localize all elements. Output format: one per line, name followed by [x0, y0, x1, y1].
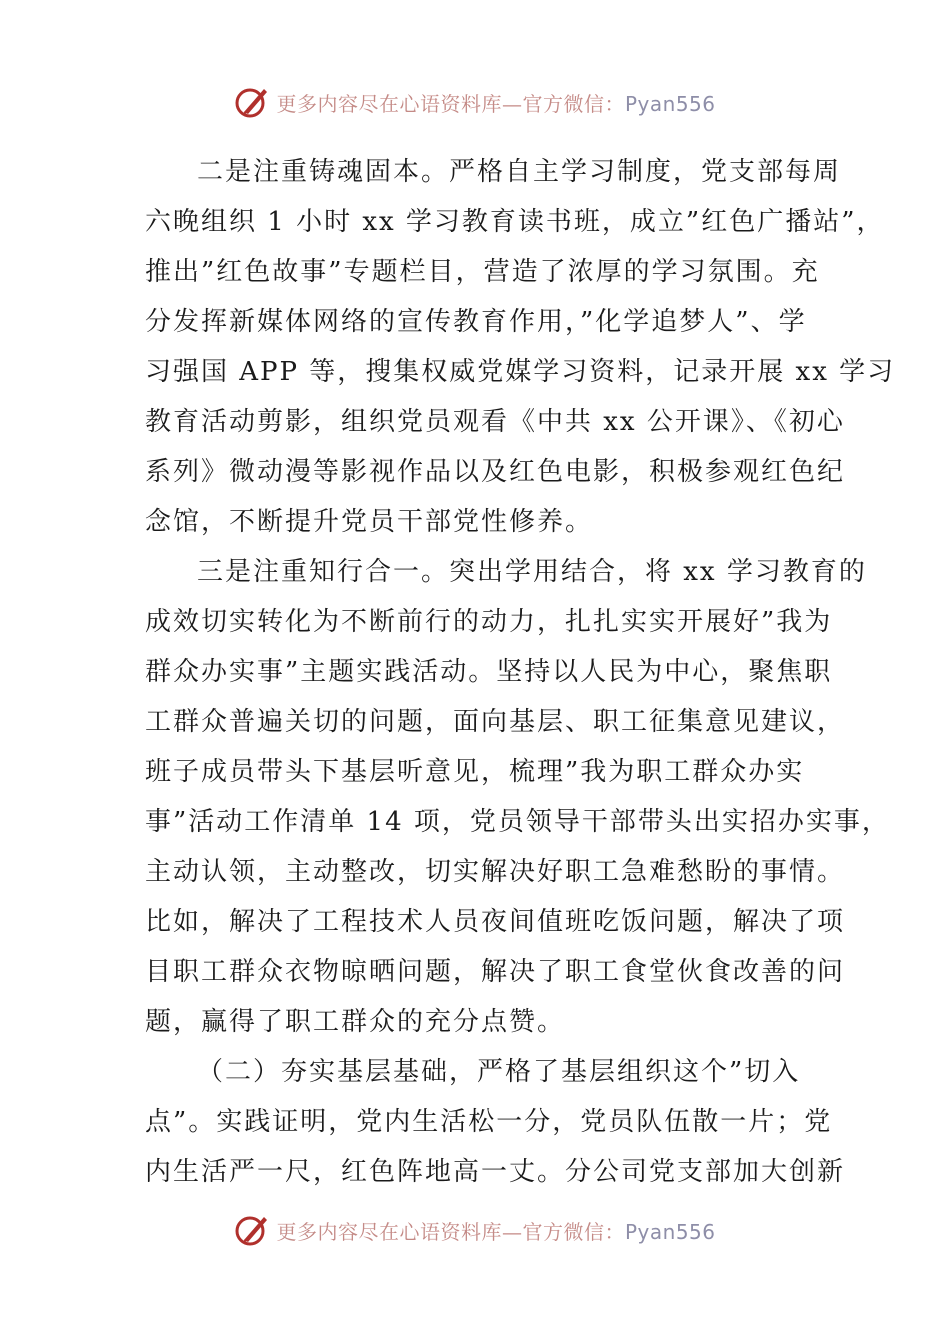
header-banner-text [276, 88, 715, 117]
paragraph-line: 比如，解决了工程技术人员夜间值班吃饭问题，解决了项 [145, 907, 846, 937]
paragraph-line: 念馆，不断提升党员干部党性修养。 [145, 507, 594, 537]
footer-banner [0, 1210, 950, 1250]
paragraph-line: 分发挥新媒体网络的宣传教育作用，”化学追梦人”、学 [145, 307, 807, 337]
paragraph-line: 工群众普遍关切的问题，面向基层、职工征集意见建议， [145, 707, 846, 737]
paragraph-line: 题，赢得了职工群众的充分点赞。 [145, 1007, 566, 1037]
paragraph-line: 二是注重铸魂固本。严格自主学习制度，党支部每周 [197, 157, 842, 187]
paragraph-line: 六晚组织 1 小时 xx 学习教育读书班，成立”红色广播站”， [145, 207, 885, 237]
footer-banner-text [276, 1216, 715, 1245]
header-banner [0, 82, 950, 122]
paragraph-line: 点”。实践证明，党内生活松一分，党员队伍散一片；党 [145, 1107, 833, 1137]
paragraph-line: 群众办实事”主题实践活动。坚持以人民为中心，聚焦职 [145, 657, 833, 687]
paragraph-line: 内生活严一尺，红色阵地高一丈。分公司党支部加大创新 [145, 1157, 846, 1187]
paragraph-line: 成效切实转化为不断前行的动力，扎扎实实开展好”我为 [145, 607, 833, 637]
footer-banner-wechat: Pyan556 [624, 1219, 716, 1244]
header-banner-title: 更多内容尽在心语资料库—官方微信： [276, 91, 625, 116]
paragraph-line: 主动认领，主动整改，切实解决好职工急难愁盼的事情。 [145, 857, 846, 887]
paragraph-line: 教育活动剪影，组织党员观看《中共 xx 公开课》、《初心 [145, 407, 845, 437]
paragraph-line: （二）夯实基层基础，严格了基层组织这个”切入 [197, 1057, 801, 1087]
paragraph-line: 系列》微动漫等影视作品以及红色电影，积极参观红色纪 [145, 457, 846, 487]
paragraph-line: 推出”红色故事”专题栏目，营造了浓厚的学习氛围。充 [145, 257, 820, 287]
paragraph-line: 三是注重知行合一。突出学用结合，将 xx 学习教育的 [197, 557, 867, 587]
header-banner-wechat: Pyan556 [624, 91, 716, 116]
quill-pen-logo-icon [234, 84, 270, 120]
paragraph-line: 习强国 APP 等，搜集权威党媒学习资料，记录开展 xx 学习 [145, 357, 896, 387]
paragraph-line: 班子成员带头下基层听意见，梳理”我为职工群众办实 [145, 757, 805, 787]
footer-banner-title: 更多内容尽在心语资料库—官方微信： [276, 1219, 625, 1244]
quill-pen-logo-icon [234, 1212, 270, 1248]
paragraph-line: 事”活动工作清单 14 项，党员领导干部带头出实招办实事， [145, 807, 890, 837]
paragraph-line: 目职工群众衣物晾晒问题，解决了职工食堂伙食改善的问 [145, 957, 846, 987]
